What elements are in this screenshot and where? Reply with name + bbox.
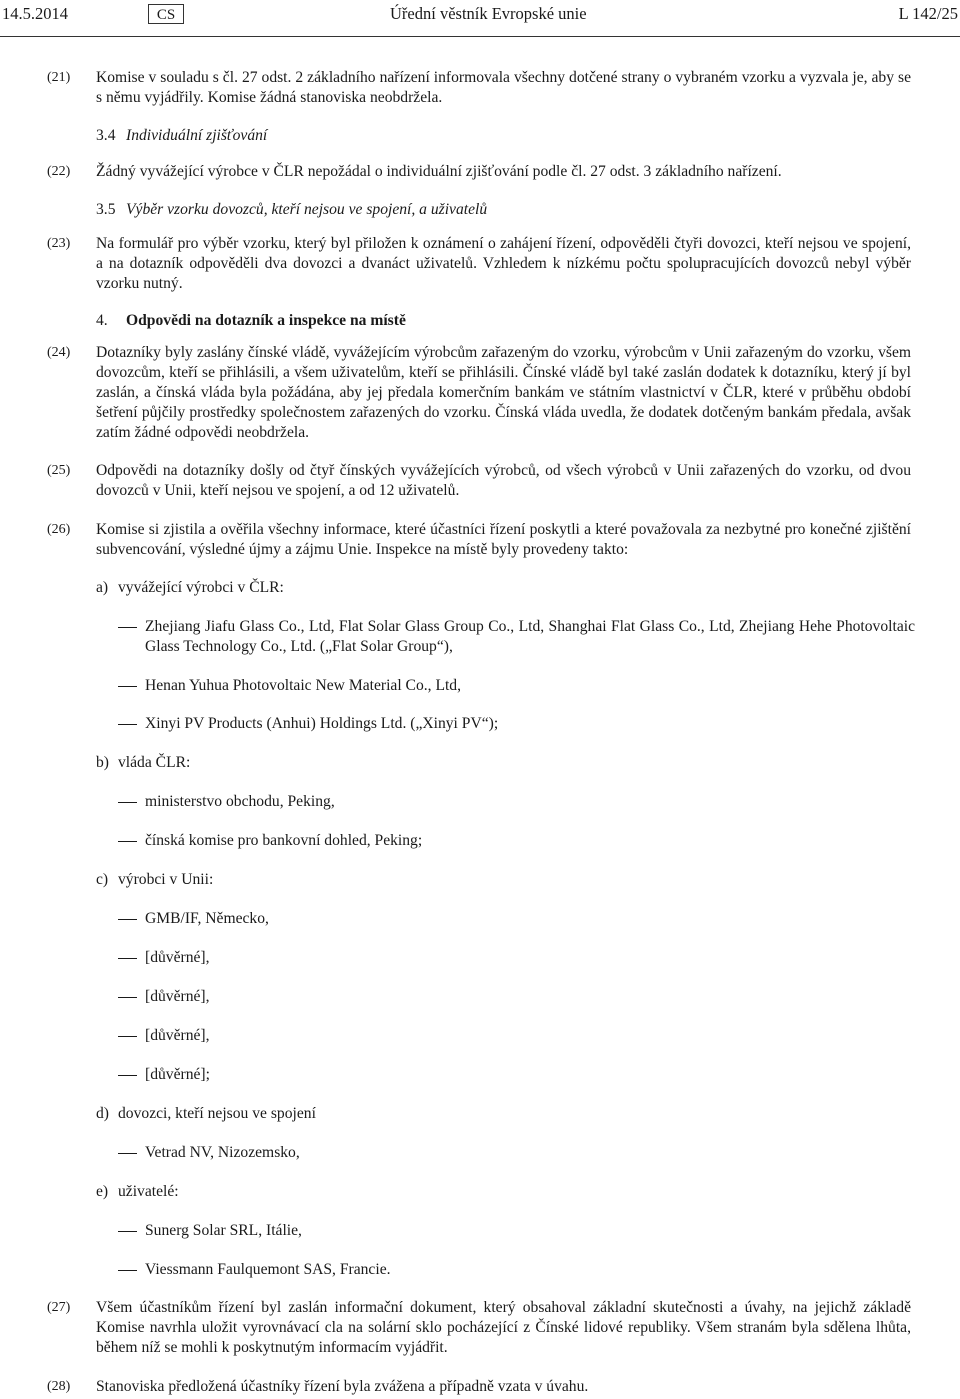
language-badge: CS [148, 4, 184, 24]
paragraph-text: Komise v souladu s čl. 27 odst. 2 základního nařízení informovala všechny dotčené strany o vybraném vzorku a vyzvala je, aby se s němu vyjádřily. Komise žádná stanoviska neobdržela. [96, 69, 911, 106]
list-item-text: čínská komise pro bankovní dohled, Peking; [145, 832, 423, 849]
group-title: uživatelé: [118, 1183, 179, 1200]
paragraph-text: Odpovědi na dotazníky došly od čtyř čínských vyvážejících výrobců, od všech výrobců v Unii zařazených do vzorku, od dvou dovozců v Unii, kteří nejsou ve spojení, a od 12 uživatelů. [96, 462, 911, 499]
paragraph-number: (21) [47, 70, 71, 85]
list-group-a [96, 578, 284, 598]
header-rule [0, 36, 960, 37]
section-title: Individuální zjišťování [126, 127, 268, 144]
paragraph-text: Žádný vyvážející výrobce v ČLR nepožádal o individuální zjišťování podle čl. 27 odst. 3 základního nařízení. [96, 163, 782, 180]
list-group-d [96, 1104, 316, 1124]
list-group-e [96, 1182, 179, 1202]
list-item-text: [důvěrné]; [145, 1066, 210, 1083]
paragraph-text: Komise si zjistila a ověřila všechny informace, které účastníci řízení poskytli a které považovala za nezbytné pro konečné zjištění subvencování, výsledné újmy a zájmu Unie. Inspekce na místě byly provedeny takto: [96, 521, 911, 558]
section-number: 4. [96, 312, 108, 329]
paragraph-number: (25) [47, 463, 71, 478]
list-item-text: Sunerg Solar SRL, Itálie, [145, 1222, 302, 1239]
paragraph-text: Všem účastníkům řízení byl zaslán informační dokument, který obsahoval základní skutečnosti a úvahy, na jejichž základě Komise navrhla uložit vyrovnávací cla na solární sklo pocházející z Čínské lidové republiky. Všem stranám byla sdělena lhůta, během níž se mohli k poskytnutým informacím vyjádřit. [96, 1299, 911, 1356]
paragraph-text: Dotazníky byly zaslány čínské vládě, vyvážejícím výrobcům zařazeným do vzorku, výrobcům v Unii zařazeným do vzorku, všem dovozcům, kteří se přihlásili, a všem uživatelům, kteří se přihlásili. Čínské vládě byl také zaslán dodatek k dotazníku, který jí byl zaslán, a čínská vláda byla požádána, aby jej předala komerčním bankám ve státním vlastnictví v ČLR, které v průběhu období šetření půjčily prostředky společnostem zařazených do vzorku. Čínská vláda uvedla, že dodatek dotčeným bankám předala, avšak zatím žádné odpovědi neobdržela. [96, 344, 911, 441]
list-item-text: Zhejiang Jiafu Glass Co., Ltd, Flat Solar Glass Group Co., Ltd, Shanghai Flat Glass Co., Ltd, Zhejiang Hehe Photovoltaic Glass Technology Co., Ltd. („Flat Solar Group“), [145, 618, 915, 655]
group-title: vyvážející výrobci v ČLR: [118, 579, 284, 596]
paragraph-number: (27) [47, 1300, 71, 1315]
group-label: a) [96, 579, 109, 596]
page-number: L 142/25 [898, 4, 958, 23]
list-group-c [96, 870, 213, 890]
paragraph-text: Stanoviska předložená účastníky řízení byla zvážena a případně vzata v úvahu. [96, 1378, 589, 1395]
section-title: Odpovědi na dotazník a inspekce na místě [126, 312, 406, 329]
paragraph-number: (26) [47, 522, 71, 537]
journal-title: Úřední věstník Evropské unie [390, 4, 587, 23]
section-number: 3.4 [96, 127, 116, 144]
list-item-text: Henan Yuhua Photovoltaic New Material Co., Ltd, [145, 677, 461, 694]
paragraph-number: (24) [47, 345, 71, 360]
list-item-text: ministerstvo obchodu, Peking, [145, 793, 335, 810]
group-label: d) [96, 1105, 109, 1122]
paragraph-number: (22) [47, 164, 71, 179]
section-heading-3-5 [96, 200, 487, 220]
group-title: dovozci, kteří nejsou ve spojení [118, 1105, 316, 1122]
list-item-text: [důvěrné], [145, 988, 210, 1005]
section-heading-3-4 [96, 126, 267, 146]
paragraph-text: Na formulář pro výběr vzorku, který byl přiložen k oznámení o zahájení řízení, odpověděli čtyři dovozci, kteří nejsou ve spojení, a na dotazník odpověděli dva dovozci a dvanáct uživatelů. Vzhledem k nízkému počtu spolupracujících dovozců nebyl výběr vzorku nutný. [96, 235, 911, 292]
section-number: 3.5 [96, 201, 116, 218]
list-item-text: Viessmann Faulquemont SAS, Francie. [145, 1261, 391, 1278]
section-heading-4 [96, 311, 406, 331]
paragraph-number: (23) [47, 236, 71, 251]
page-header [0, 0, 960, 38]
list-item-text: [důvěrné], [145, 1027, 210, 1044]
list-item-text: Vetrad NV, Nizozemsko, [145, 1144, 300, 1161]
paragraph-number: (28) [47, 1379, 71, 1394]
section-title: Výběr vzorku dovozců, kteří nejsou ve spojení, a uživatelů [126, 201, 488, 218]
list-item-text: [důvěrné], [145, 949, 210, 966]
header-date: 14.5.2014 [2, 4, 68, 23]
group-label: c) [96, 871, 109, 888]
group-label: e) [96, 1183, 109, 1200]
group-title: vláda ČLR: [118, 754, 191, 771]
list-item-text: Xinyi PV Products (Anhui) Holdings Ltd. („Xinyi PV“); [145, 715, 499, 732]
list-item-text: GMB/IF, Německo, [145, 910, 269, 927]
group-title: výrobci v Unii: [118, 871, 214, 888]
group-label: b) [96, 754, 109, 771]
list-group-b [96, 753, 190, 773]
